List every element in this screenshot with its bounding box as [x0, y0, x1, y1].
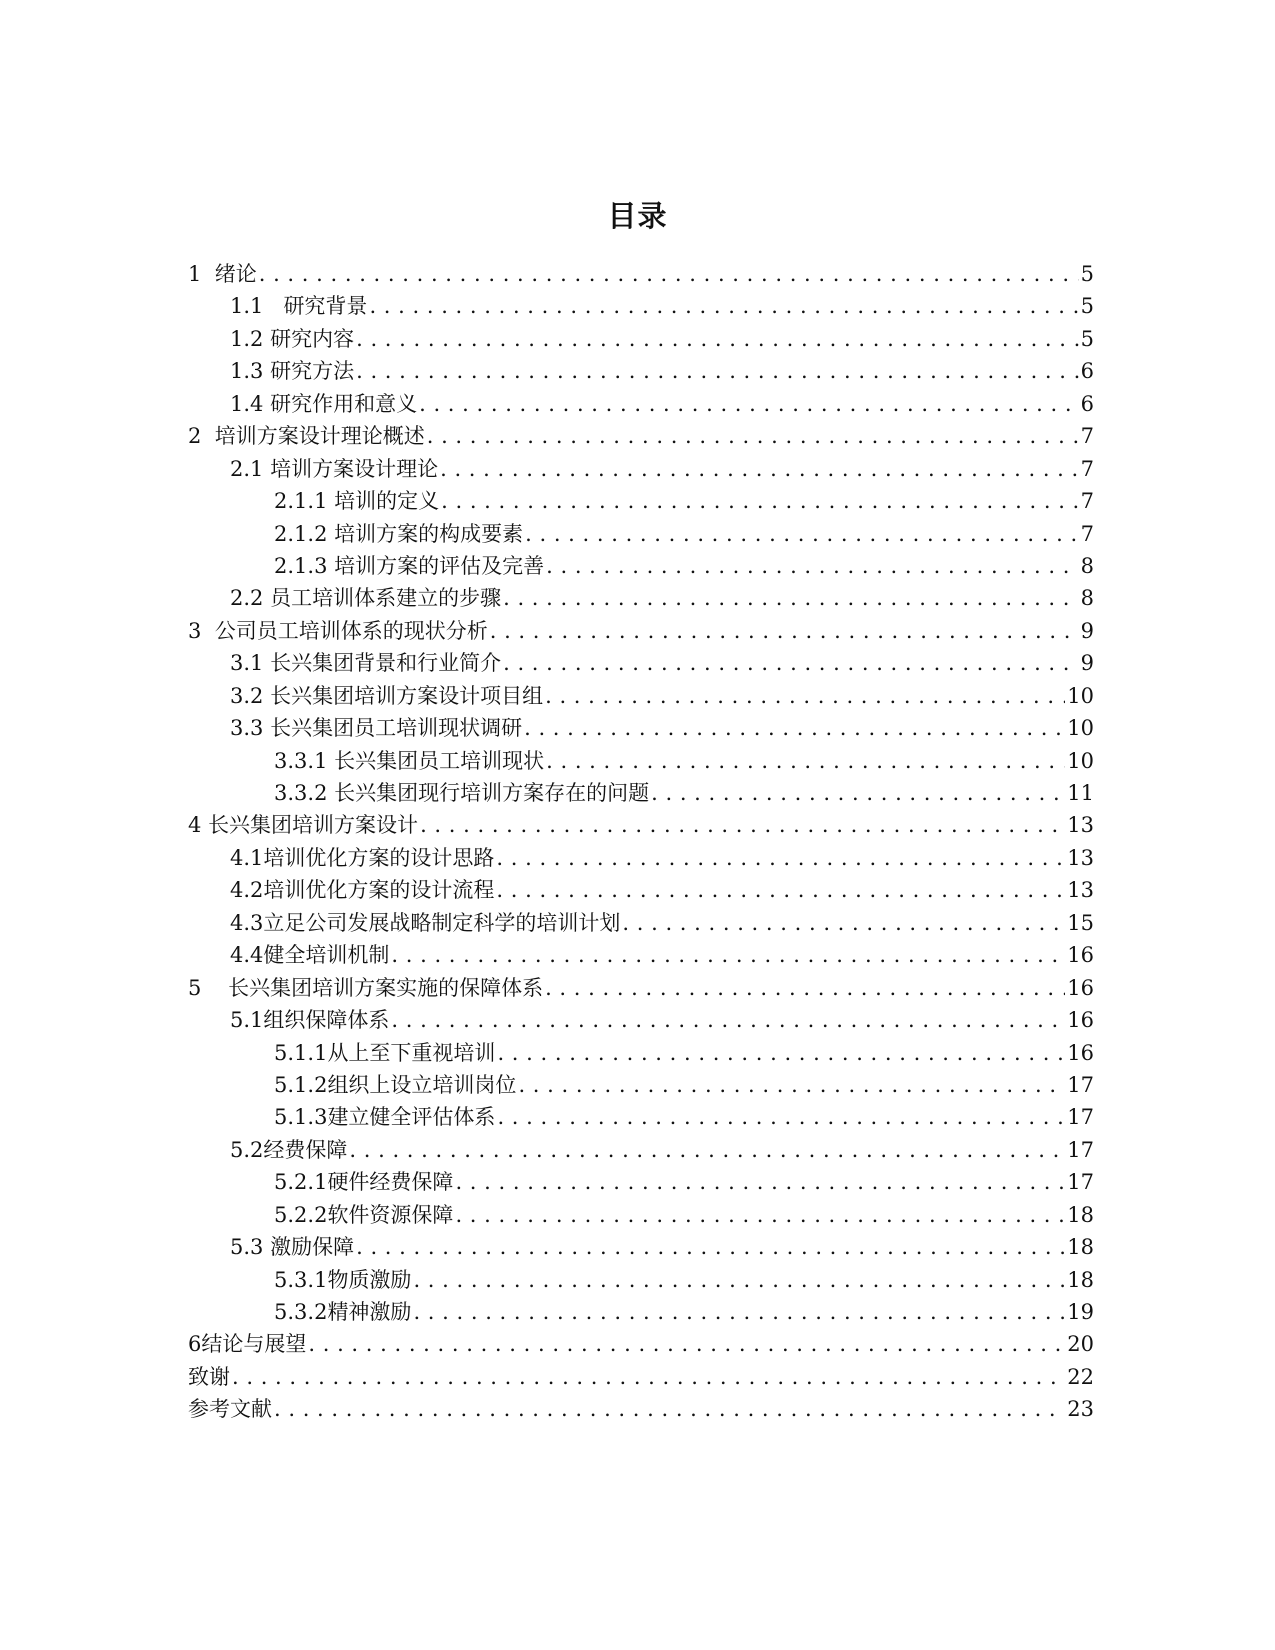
- toc-page-number: 13: [1067, 878, 1094, 903]
- dot-leader: [497, 1105, 1065, 1129]
- toc-entry-label: [230, 582, 501, 612]
- toc-entry-label: [188, 258, 257, 288]
- toc-entry-title: 精神激励: [327, 1300, 412, 1324]
- dot-leader: [496, 878, 1065, 902]
- dot-leader: [369, 294, 1078, 318]
- toc-entry-number: 3.3: [230, 716, 264, 741]
- toc-entry-title: 研究背景: [283, 294, 368, 319]
- toc-entry-title: 从上至下重视培训: [327, 1040, 496, 1065]
- toc-page-number: 7: [1080, 424, 1094, 449]
- toc-entry-number: 4.2: [230, 878, 264, 903]
- toc-entry[interactable]: [188, 1166, 1094, 1198]
- toc-entry[interactable]: [188, 453, 1094, 485]
- toc-page-number: 17: [1067, 1072, 1094, 1097]
- toc-page-number: 16: [1067, 1040, 1094, 1065]
- toc-entry-label: [274, 1296, 411, 1326]
- toc-entry-label: [230, 355, 354, 385]
- dot-leader: [308, 1332, 1065, 1356]
- toc-entry-number: 5.1.1: [274, 1040, 328, 1065]
- toc-entry-number: 1.1: [230, 294, 264, 319]
- toc-entry-title: 立足公司发展战略制定科学的培训计划: [263, 910, 621, 935]
- toc-entry[interactable]: [188, 582, 1094, 614]
- toc-entry-title: 培训方案的构成要素: [334, 521, 524, 546]
- toc-entry-number: 5.2: [230, 1137, 264, 1162]
- toc-entry-number: 5.2.2: [274, 1202, 328, 1227]
- toc-entry-number: 5.1.2: [274, 1072, 328, 1097]
- dot-leader: [232, 1365, 1065, 1389]
- toc-entry[interactable]: [188, 1393, 1094, 1425]
- toc-entry[interactable]: [188, 1101, 1094, 1133]
- dot-leader: [413, 1268, 1065, 1292]
- toc-entry-title: 经费保障: [263, 1137, 348, 1162]
- toc-entry-title: 硬件经费保障: [327, 1170, 454, 1195]
- toc-entry-label: [230, 712, 522, 742]
- toc-entry[interactable]: [188, 485, 1094, 517]
- dot-leader: [420, 813, 1065, 837]
- toc-entry[interactable]: [188, 1134, 1094, 1166]
- toc-entry-number: 1: [188, 262, 202, 286]
- toc-entry-label: [274, 1264, 411, 1294]
- toc-page-number: 5: [1080, 294, 1094, 319]
- toc-entry-title: 软件资源保障: [327, 1202, 454, 1227]
- toc-entry-label: [188, 1328, 306, 1358]
- toc-entry-title: 研究作用和意义: [270, 391, 418, 416]
- toc-entry[interactable]: [188, 518, 1094, 550]
- dot-leader: [441, 489, 1079, 513]
- toc-entry-number: 4.3: [230, 910, 264, 935]
- toc-entry-title: 长兴集团培训方案设计项目组: [270, 683, 544, 708]
- toc-entry[interactable]: [188, 777, 1094, 809]
- dot-leader: [349, 1138, 1065, 1162]
- dot-leader: [496, 846, 1065, 870]
- toc-entry-title: 物质激励: [327, 1267, 412, 1292]
- toc-page-number: 16: [1067, 1008, 1094, 1033]
- toc-entry-number: 3.3.2: [274, 781, 328, 805]
- toc-entry[interactable]: [188, 907, 1094, 939]
- toc-page-number: 5: [1080, 326, 1094, 351]
- toc-entry[interactable]: [188, 1199, 1094, 1231]
- toc-entry-number: 3.1: [230, 651, 264, 676]
- dot-leader: [497, 1041, 1065, 1065]
- toc-entry-label: [274, 485, 439, 515]
- toc-entry[interactable]: [188, 258, 1094, 290]
- toc-entry-title: 培训方案的评估及完善: [334, 553, 545, 578]
- toc-page-number: 5: [1080, 262, 1094, 286]
- toc-entry-title: 员工培训体系建立的步骤: [270, 586, 502, 611]
- toc-entry-number: 2.1.1: [274, 489, 328, 514]
- dot-leader: [356, 359, 1079, 383]
- toc-page-number: 16: [1067, 943, 1094, 968]
- toc-entry-label: [230, 388, 417, 418]
- toc-entry[interactable]: [188, 647, 1094, 679]
- dot-leader: [524, 716, 1065, 740]
- toc-page-number: 13: [1067, 845, 1094, 870]
- toc-entry[interactable]: [188, 842, 1094, 874]
- toc-entry-number: 6: [188, 1332, 202, 1357]
- toc-page-number: 10: [1067, 683, 1094, 708]
- toc-page-number: 7: [1080, 489, 1094, 514]
- toc-entry-label: [274, 518, 523, 548]
- dot-leader: [391, 1008, 1065, 1032]
- toc-entry-label: [230, 939, 389, 969]
- toc-page-number: 23: [1067, 1397, 1094, 1422]
- toc-entry-title: 长兴集团员工培训现状调研: [270, 716, 523, 741]
- toc-entry-title: 致谢: [188, 1364, 230, 1389]
- toc-entry-number: 3.2: [230, 683, 264, 708]
- toc-entry[interactable]: [188, 615, 1094, 647]
- toc-entry-number: 5.3.2: [274, 1300, 328, 1324]
- dot-leader: [518, 1073, 1065, 1097]
- toc-page-number: 9: [1080, 618, 1094, 643]
- dot-leader: [546, 749, 1065, 773]
- toc-entry-number: 4: [188, 813, 202, 838]
- toc-page-number: 8: [1080, 586, 1094, 611]
- toc-entry-label: [274, 1037, 495, 1067]
- toc-entry[interactable]: [188, 745, 1094, 777]
- toc-entry-title: 公司员工培训体系的现状分析: [214, 618, 488, 643]
- toc-entry-label: [230, 1231, 354, 1261]
- toc-entry-title: 参考文献: [188, 1397, 272, 1422]
- toc-entry-label: [274, 745, 544, 775]
- toc-entry[interactable]: [188, 420, 1094, 452]
- toc-entry-label: [188, 1393, 272, 1423]
- toc-entry-number: 5: [188, 975, 202, 1000]
- toc-entry-label: [230, 1134, 347, 1164]
- toc-entry-label: [274, 1199, 453, 1229]
- toc-entry-label: [230, 453, 438, 483]
- toc-entry-number: 5.3: [230, 1235, 264, 1260]
- toc-entry[interactable]: [188, 1328, 1094, 1360]
- toc-entry-label: [230, 680, 543, 710]
- toc-entry-title: 长兴集团现行培训方案存在的问题: [334, 781, 650, 805]
- toc-page-number: 6: [1080, 391, 1094, 416]
- toc-entry-label: [230, 907, 620, 937]
- dot-leader: [455, 1203, 1065, 1227]
- toc-page-number: 11: [1067, 781, 1094, 805]
- toc-entry-number: 5.1.3: [274, 1105, 328, 1130]
- toc-entry-label: [230, 323, 354, 353]
- toc-entry-label: [188, 615, 488, 645]
- toc-page-number: 16: [1067, 975, 1094, 1000]
- dot-leader: [356, 327, 1079, 351]
- toc-entry[interactable]: [188, 323, 1094, 355]
- toc-page-number: 7: [1080, 456, 1094, 481]
- dot-leader: [503, 586, 1079, 610]
- dot-leader: [419, 392, 1079, 416]
- toc-page-number: 20: [1067, 1332, 1094, 1357]
- toc-entry-title: 培训方案设计理论概述: [214, 424, 425, 449]
- toc-entry-number: 2: [188, 424, 202, 449]
- toc-list: [188, 258, 1094, 1426]
- toc-entry-number: 1.4: [230, 391, 264, 416]
- toc-page-number: 17: [1067, 1105, 1094, 1130]
- toc-entry-label: [188, 1361, 230, 1391]
- toc-entry-label: [188, 420, 425, 450]
- toc-entry-label: [230, 647, 501, 677]
- toc-page-number: 17: [1067, 1170, 1094, 1195]
- toc-entry-number: 3: [188, 618, 202, 643]
- toc-entry-label: [188, 972, 543, 1002]
- dot-leader: [356, 1235, 1065, 1259]
- toc-page-number: 22: [1067, 1364, 1094, 1389]
- toc-entry-title: 培训方案设计理论: [270, 456, 439, 481]
- toc-entry[interactable]: [188, 939, 1094, 971]
- toc-entry-title: 培训优化方案的设计思路: [263, 845, 495, 870]
- toc-entry-label: [274, 1101, 495, 1131]
- toc-entry[interactable]: [188, 1069, 1094, 1101]
- toc-entry-number: 5.2.1: [274, 1170, 328, 1195]
- toc-page-number: 8: [1080, 553, 1094, 578]
- toc-entry-number: 5.3.1: [274, 1267, 328, 1292]
- toc-entry-number: 2.1.2: [274, 521, 328, 546]
- dot-leader: [259, 262, 1079, 286]
- toc-entry-label: [188, 809, 418, 839]
- toc-entry-title: 长兴集团培训方案设计: [208, 813, 419, 838]
- toc-entry[interactable]: [188, 1004, 1094, 1036]
- dot-leader: [427, 424, 1079, 448]
- toc-page-number: 10: [1067, 748, 1094, 773]
- toc-page-number: 7: [1080, 521, 1094, 546]
- toc-entry[interactable]: [188, 972, 1094, 1004]
- toc-entry[interactable]: [188, 355, 1094, 387]
- toc-entry-number: 2.1: [230, 456, 264, 481]
- toc-page-number: 9: [1080, 651, 1094, 676]
- toc-entry-title: 培训优化方案的设计流程: [263, 878, 495, 903]
- toc-entry-title: 研究内容: [270, 326, 355, 351]
- toc-entry-label: [230, 1004, 389, 1034]
- toc-entry-number: 4.1: [230, 845, 264, 870]
- toc-entry-number: 2.1.3: [274, 553, 328, 578]
- toc-entry-title: 组织上设立培训岗位: [327, 1072, 517, 1097]
- toc-entry-title: 培训的定义: [334, 489, 440, 514]
- toc-entry[interactable]: [188, 712, 1094, 744]
- dot-leader: [525, 522, 1079, 546]
- toc-entry-title: 长兴集团背景和行业简介: [270, 651, 502, 676]
- toc-entry-number: 1.2: [230, 326, 264, 351]
- toc-entry-label: [230, 874, 494, 904]
- toc-entry-number: 4.4: [230, 943, 264, 968]
- page-title: 目录: [607, 199, 668, 233]
- dot-leader: [413, 1300, 1065, 1324]
- toc-entry[interactable]: [188, 809, 1094, 841]
- toc-page-number: 17: [1067, 1137, 1094, 1162]
- toc-entry-number: 3.3.1: [274, 748, 328, 773]
- toc-entry-title: 激励保障: [270, 1235, 355, 1260]
- toc-entry-title: 绪论: [214, 262, 257, 286]
- toc-entry[interactable]: [188, 1264, 1094, 1296]
- toc-entry-number: 1.3: [230, 359, 264, 384]
- toc-entry-number: 2.2: [230, 586, 264, 611]
- toc-entry-title: 长兴集团培训方案实施的保障体系: [228, 975, 544, 1000]
- dot-leader: [391, 943, 1065, 967]
- dot-leader: [546, 554, 1079, 578]
- toc-entry[interactable]: [188, 874, 1094, 906]
- toc-entry-title: 建立健全评估体系: [327, 1105, 496, 1130]
- dot-leader: [545, 684, 1065, 708]
- toc-page-number: 19: [1067, 1300, 1094, 1324]
- toc-entry-label: [230, 290, 367, 320]
- toc-entry[interactable]: [188, 388, 1094, 420]
- toc-entry-label: [230, 842, 494, 872]
- toc-entry-title: 健全培训机制: [263, 943, 390, 968]
- toc-page-number: 13: [1067, 813, 1094, 838]
- toc-entry-title: 长兴集团员工培训现状: [334, 748, 545, 773]
- dot-leader: [503, 651, 1079, 675]
- toc-page-number: 18: [1067, 1202, 1094, 1227]
- dot-leader: [622, 911, 1065, 935]
- toc-page-number: 18: [1067, 1267, 1094, 1292]
- toc-entry-title: 研究方法: [270, 359, 355, 384]
- dot-leader: [274, 1397, 1065, 1421]
- toc-entry-label: [274, 550, 544, 580]
- toc-page-number: 10: [1067, 716, 1094, 741]
- dot-leader: [651, 781, 1065, 805]
- toc-entry[interactable]: [188, 1037, 1094, 1069]
- toc-entry[interactable]: [188, 1296, 1094, 1328]
- dot-leader: [440, 457, 1079, 481]
- toc-entry-label: [274, 1166, 453, 1196]
- toc-entry-title: 结论与展望: [201, 1332, 307, 1357]
- toc-entry[interactable]: [188, 680, 1094, 712]
- toc-entry[interactable]: [188, 550, 1094, 582]
- dot-leader: [455, 1170, 1065, 1194]
- dot-leader: [490, 619, 1079, 643]
- toc-entry-number: 5.1: [230, 1008, 264, 1033]
- toc-page-number: 6: [1080, 359, 1094, 384]
- dot-leader: [545, 976, 1065, 1000]
- toc-entry[interactable]: [188, 1231, 1094, 1263]
- toc-page-number: 15: [1067, 910, 1094, 935]
- toc-entry-title: 组织保障体系: [263, 1008, 390, 1033]
- toc-entry-label: [274, 1069, 516, 1099]
- toc-page-number: 18: [1067, 1235, 1094, 1260]
- toc-entry[interactable]: [188, 290, 1094, 322]
- toc-entry-label: [274, 777, 649, 807]
- toc-entry[interactable]: [188, 1361, 1094, 1393]
